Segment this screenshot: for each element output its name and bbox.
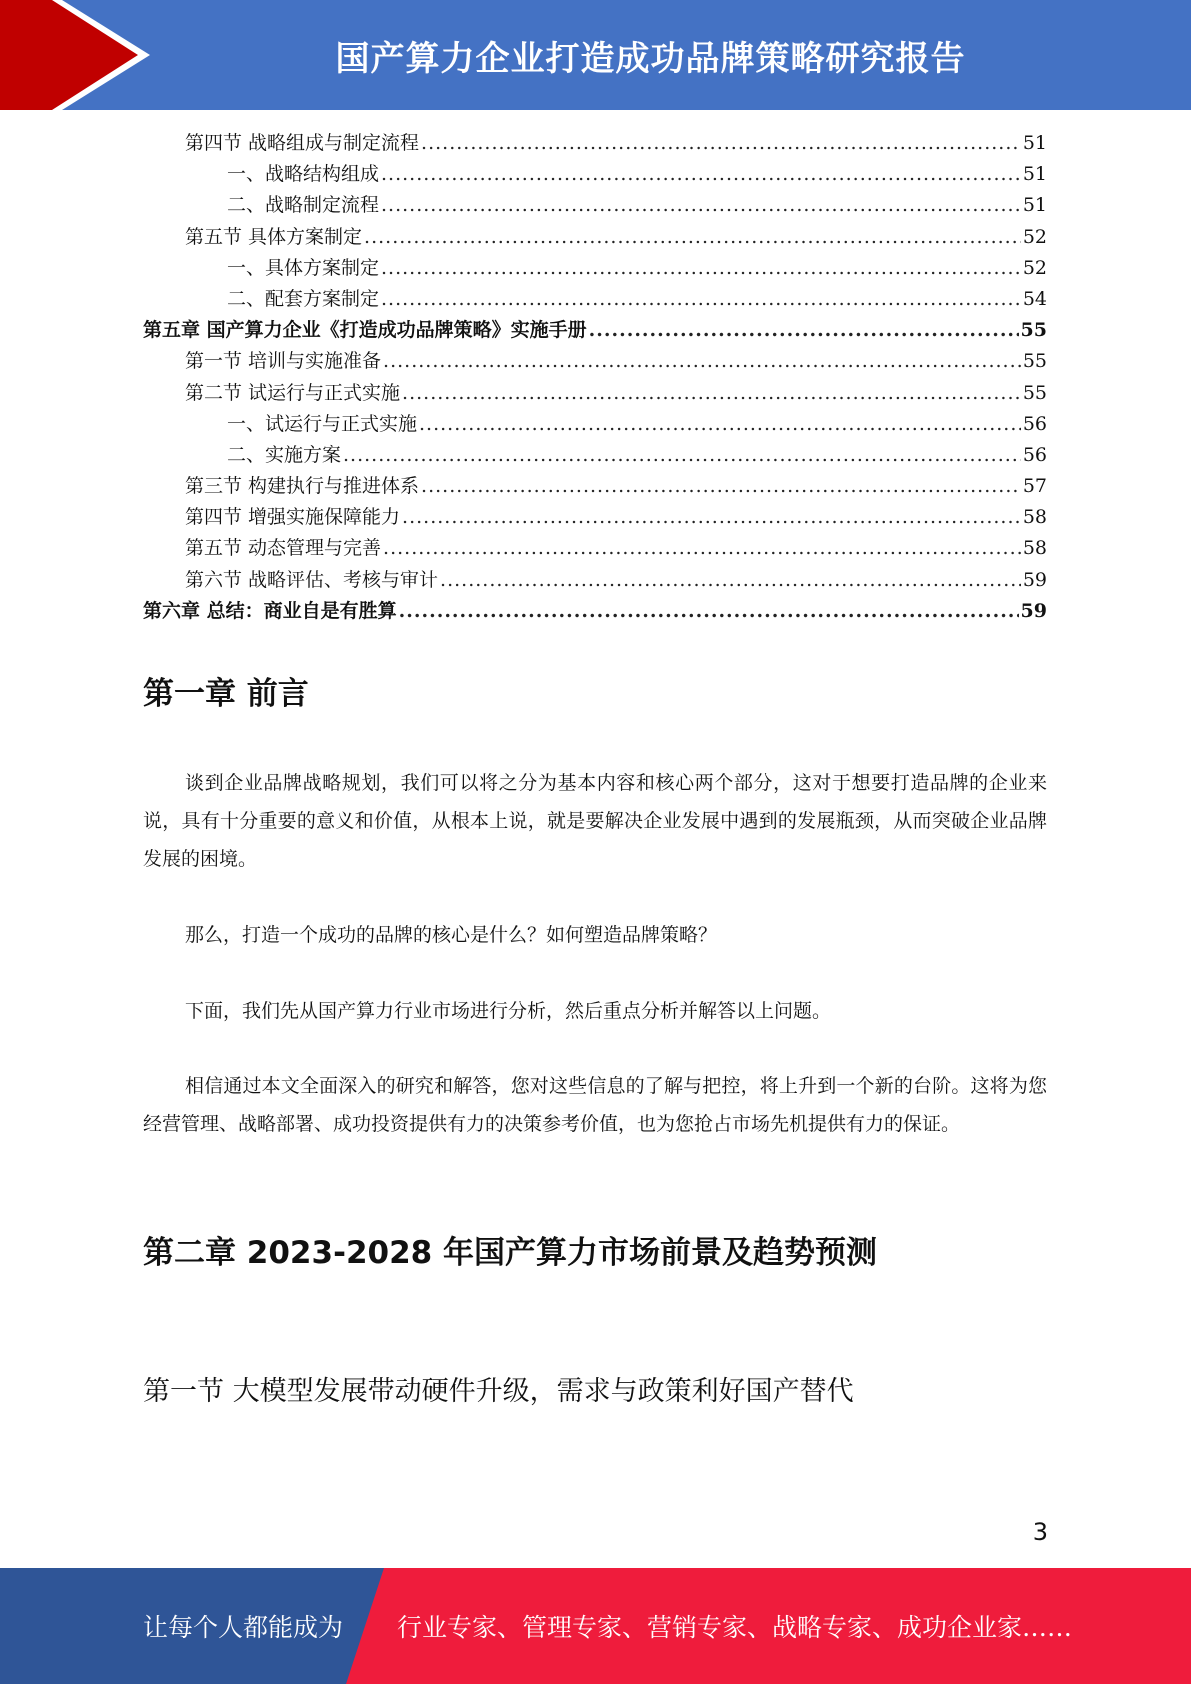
toc-entry-title: 二、实施方案 [227,443,342,466]
toc-entry-page: 58 [1022,506,1047,529]
toc-entry[interactable] [143,409,1047,440]
chapter-1-paragraph-4: 相信通过本文全面深入的研究和解答，您对这些信息的了解与把控，将上升到一个新的台阶。这将为您经营管理、战略部署、成功投资提供有力的决策参考价值，也为您抢占市场先机提供有力的保证。 [143,1075,1047,1135]
toc-entry-title: 第三节 构建执行与推进体系 [185,475,420,498]
toc-entry-title: 二、配套方案制定 [227,287,380,310]
toc-entry-title: 第六章 总结：商业自是有胜算 [143,599,397,622]
toc-entry[interactable] [143,284,1047,315]
toc-dot-leader [381,257,1021,279]
section-1-heading: 第一节 大模型发展带动硬件升级，需求与政策利好国产替代 [143,1376,854,1407]
toc-entry-title: 二、战略制定流程 [227,194,380,217]
toc-entry[interactable] [143,253,1047,284]
toc-dot-leader [421,475,1021,497]
toc-dot-leader [343,444,1021,466]
toc-dot-leader [381,163,1021,185]
toc-chapter-entry[interactable] [143,596,1047,627]
toc-dot-leader [383,537,1021,559]
toc-dot-leader [402,382,1021,404]
toc-entry[interactable] [143,190,1047,221]
toc-entry[interactable] [143,159,1047,190]
footer-banner [0,1568,1191,1684]
toc-entry-page: 51 [1022,163,1047,186]
toc-entry[interactable] [143,378,1047,409]
toc-dot-leader [399,600,1019,622]
toc-entry-title: 第五节 动态管理与完善 [185,537,382,560]
toc-entry-title: 第五章 国产算力企业《打造成功品牌策略》实施手册 [143,319,587,342]
toc-dot-leader [589,319,1019,341]
chapter-1-paragraph-3: 下面，我们先从国产算力行业市场进行分析，然后重点分析并解答以上问题。 [185,1000,832,1022]
toc-entry-title: 第六节 战略评估、考核与审计 [185,568,439,591]
header-banner [0,0,1191,110]
toc-entry-page: 58 [1022,537,1047,560]
toc-entry[interactable] [143,222,1047,253]
toc-entry-title: 第五节 具体方案制定 [185,225,363,248]
page-number: 3 [1032,1518,1048,1546]
red-arrow-icon [0,0,160,110]
toc-entry[interactable] [143,502,1047,533]
toc-entry-page: 57 [1022,475,1047,498]
toc-entry-title: 一、战略结构组成 [227,163,380,186]
toc-dot-leader [419,413,1021,435]
toc-entry[interactable] [143,440,1047,471]
toc-entry-title: 一、试运行与正式实施 [227,412,418,435]
toc-entry-page: 56 [1022,412,1047,435]
toc-entry-title: 第二节 试运行与正式实施 [185,381,401,404]
toc-dot-leader [421,132,1021,154]
toc-entry-page: 51 [1022,194,1047,217]
toc-dot-leader [364,226,1021,248]
toc-entry-page: 52 [1022,256,1047,279]
toc-dot-leader [402,506,1021,528]
toc-entry-title: 一、具体方案制定 [227,256,380,279]
toc-entry-page: 56 [1022,443,1047,466]
toc-entry-page: 59 [1020,599,1047,622]
chapter-1-heading: 第一章 前言 [143,676,309,712]
toc-entry-title: 第一节 培训与实施准备 [185,350,382,373]
toc-entry-page: 55 [1022,350,1047,373]
report-title: 国产算力企业打造成功品牌策略研究报告 [335,38,966,79]
chapter-2-heading: 第二章 2023-2028 年国产算力市场前景及趋势预测 [143,1235,878,1271]
toc-dot-leader [383,350,1021,372]
toc-dot-leader [440,569,1021,591]
chapter-1-paragraph-2: 那么，打造一个成功的品牌的核心是什么？如何塑造品牌策略？ [185,924,718,946]
toc-entry-title: 第四节 增强实施保障能力 [185,506,401,529]
toc-entry-page: 54 [1022,287,1047,310]
toc-dot-leader [381,288,1021,310]
toc-entry-title: 第四节 战略组成与制定流程 [185,132,420,154]
toc-entry[interactable] [143,565,1047,596]
table-of-contents [143,128,1047,627]
toc-entry-page: 51 [1022,132,1047,154]
toc-entry[interactable] [143,128,1047,159]
toc-entry[interactable] [143,471,1047,502]
toc-entry-page: 55 [1022,381,1047,404]
toc-dot-leader [381,194,1021,216]
footer-slogan-right: 行业专家、管理专家、营销专家、战略专家、成功企业家…… [397,1613,1073,1642]
footer-slogan-left: 让每个人都能成为 [143,1613,344,1642]
toc-chapter-entry[interactable] [143,315,1047,346]
toc-entry-page: 55 [1020,319,1047,342]
toc-entry[interactable] [143,346,1047,377]
toc-entry-page: 52 [1022,225,1047,248]
chapter-1-paragraph-1: 谈到企业品牌战略规划，我们可以将之分为基本内容和核心两个部分，这对于想要打造品牌的企业来说，具有十分重要的意义和价值，从根本上说，就是要解决企业发展中遇到的发展瓶颈，从而突破企业品牌发展的困境。 [143,772,1047,870]
toc-entry-page: 59 [1022,568,1047,591]
toc-entry[interactable] [143,533,1047,564]
